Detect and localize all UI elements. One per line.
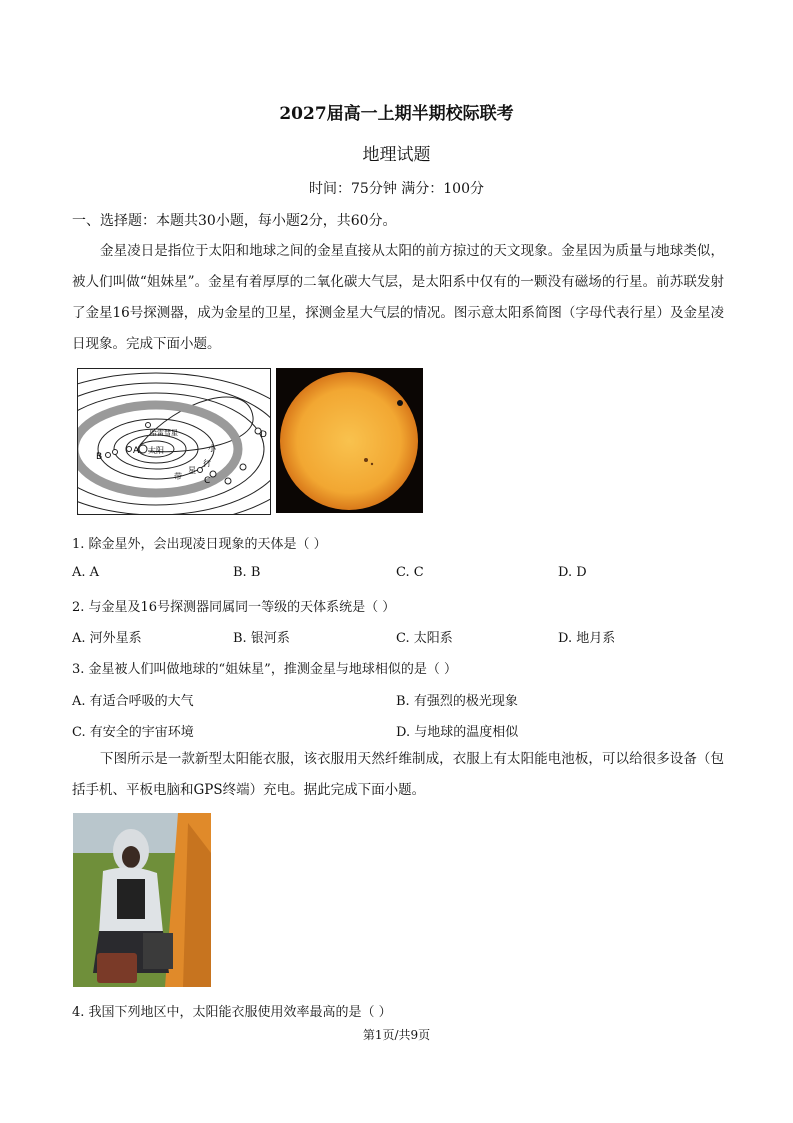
q1-option-a[interactable]: A. A xyxy=(72,565,100,580)
subject-title: 地理试题 xyxy=(362,145,431,165)
passage-solar-clothing: 下图所示是一款新型太阳能衣服，该衣服用天然纤维制成，衣服上有太阳能电池板，可以给很多设备（包括手机、平板电脑和GPS终端）充电。据此完成下面小题。 xyxy=(72,751,724,798)
section-heading: 一、选择题：本题共30小题，每小题2分，共60分。 xyxy=(72,213,397,229)
q2-option-d[interactable]: D. 地月系 xyxy=(558,631,616,646)
belt-label-1: 小 xyxy=(208,444,216,453)
question-3-stem: 3. 金星被人们叫做地球的“姐妹星”，推测金星与地球相似的是（ ） xyxy=(72,662,457,677)
question-4-stem: 4. 我国下列地区中，太阳能衣服使用效率最高的是（ ） xyxy=(72,1005,392,1020)
question-1-stem: 1. 除金星外，会出现凌日现象的天体是（ ） xyxy=(72,537,327,552)
belt-label-3: 星 xyxy=(188,466,196,475)
q3-option-c[interactable]: C. 有安全的宇宙环境 xyxy=(72,725,194,740)
q3-option-a[interactable]: A. 有适合呼吸的大气 xyxy=(72,694,194,709)
label-b: B xyxy=(96,452,103,462)
label-sun: 太阳 xyxy=(148,446,164,455)
solar-clothing-svg xyxy=(73,813,211,987)
belt-label-2: 行 xyxy=(203,459,211,468)
exam-title: 2027届高一上期半期校际联考 xyxy=(279,104,514,124)
q2-option-a[interactable]: A. 河外星系 xyxy=(72,631,142,646)
q2-option-c[interactable]: C. 太阳系 xyxy=(396,631,453,646)
sun-circle xyxy=(139,445,147,453)
label-halley: 哈雷彗星 xyxy=(150,429,178,437)
solar-system-svg xyxy=(78,369,270,514)
question-2-stem: 2. 与金星及16号探测器同属同一等级的天体系统是（ ） xyxy=(72,600,396,615)
sun-disk xyxy=(280,372,418,510)
label-a: A xyxy=(133,446,140,456)
solar-clothing-photo xyxy=(73,813,211,987)
q1-option-c[interactable]: C. C xyxy=(396,565,424,580)
q3-option-b[interactable]: B. 有强烈的极光现象 xyxy=(396,694,518,709)
q2-option-b[interactable]: B. 银河系 xyxy=(233,631,290,646)
planet-b-dot xyxy=(106,453,111,458)
q3-option-d[interactable]: D. 与地球的温度相似 xyxy=(396,725,519,740)
venus-transit-photo xyxy=(276,368,423,513)
time-score-line: 时间：75分钟 满分：100分 xyxy=(309,181,484,197)
q1-option-d[interactable]: D. D xyxy=(558,565,587,580)
belt-label-4: 带 xyxy=(174,472,182,481)
planet-a-dot xyxy=(127,447,132,452)
passage-venus-transit: 金星凌日是指位于太阳和地球之间的金星直接从太阳的前方掠过的天文现象。金星因为质量与地球类似，被人们叫做“姐妹星”。金星有着厚厚的二氧化碳大气层，是太阳系中仅有的一颗没有磁场的行星。前苏联发射了金星16号探测器，成为金星的卫星，探测金星大气层的情况。图示意太阳系简图（字母代表行星）及金星凌日现象。完成下面小题。 xyxy=(72,243,724,352)
venus-dot xyxy=(397,400,403,406)
planet-c-dot xyxy=(210,471,216,477)
q1-option-b[interactable]: B. B xyxy=(233,565,261,580)
solar-system-diagram xyxy=(77,368,271,515)
venus-transit-svg xyxy=(276,368,423,513)
label-c: C xyxy=(204,476,211,486)
label-d: D xyxy=(260,430,267,440)
page-footer: 第1页/共9页 xyxy=(362,1028,431,1042)
